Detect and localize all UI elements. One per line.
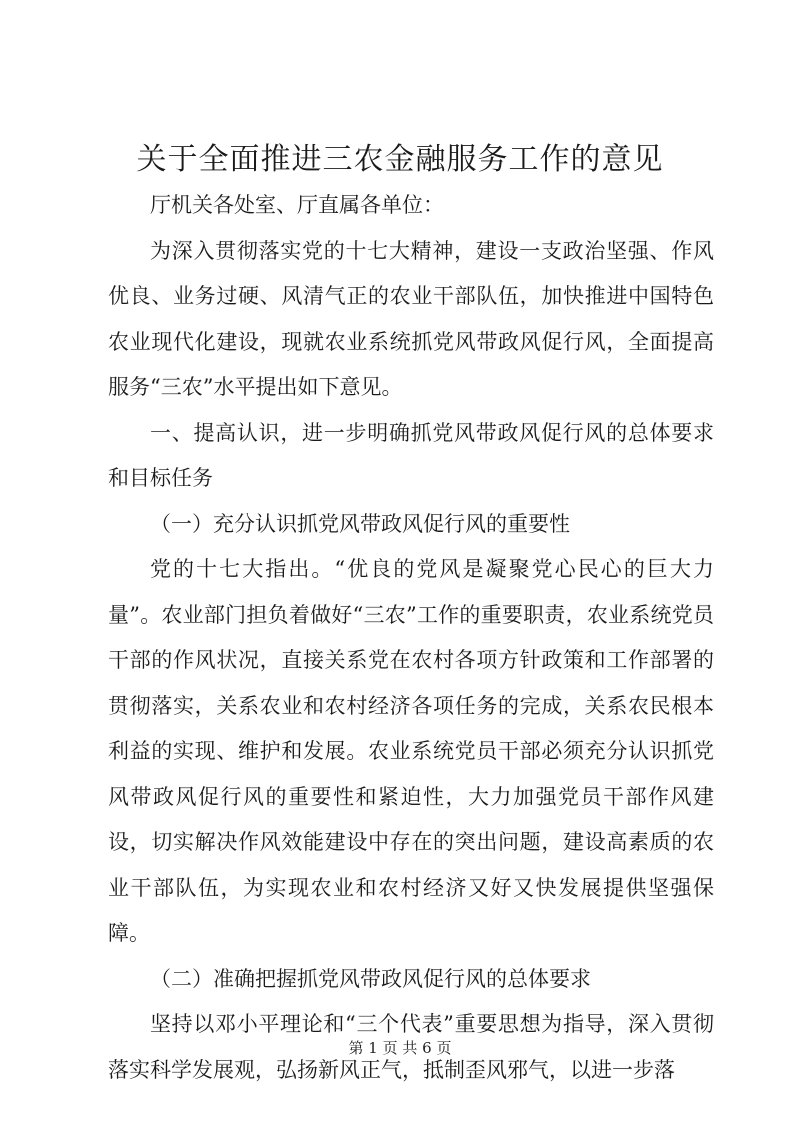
document-title: 关于全面推进三农金融服务工作的意见: [136, 142, 664, 177]
subsection-heading-2: （二）准确把握抓党风带政风促行风的总体要求: [150, 966, 591, 991]
document-body: [108, 183, 714, 1093]
salutation-paragraph: 厅机关各处室、厅直属各单位：: [150, 193, 444, 217]
section-heading-1: 一、提高认识，进一步明确抓党风带政风促行风的总体要求和目标任务: [108, 420, 714, 490]
intro-paragraph: 为深入贯彻落实党的十七大精神，建设一支政治坚强、作风优良、业务过硬、风清气正的农业干部队伍，加快推进中国特色农业现代化建设，现就农业系统抓党风带政风促行风，全面提高服务“三农”水平提出如下意见。: [108, 238, 714, 399]
page-number-footer: 第 1 页 共 6 页: [348, 1039, 452, 1057]
subsection-heading-1: （一）充分认识抓党风带政风促行风的重要性: [150, 511, 570, 536]
body-paragraph-1: 党的十七大指出。“优良的党风是凝聚党心民心的巨大力量”。农业部门担负着做好“三农”工作的重要职责，农业系统党员干部的作风状况，直接关系党在农村各项方针政策和工作部署的贯彻落实，关系农业和农村经济各项任务的完成，关系农民根本利益的实现、维护和发展。农业系统党员干部必须充分认识抓党风带政风促行风的重要性和紧迫性，大力加强党员干部作风建设，切实解决作风效能建设中存在的突出问题，建设高素质的农业干部队伍，为实现农业和农村经济又好又快发展提供坚强保障。: [108, 557, 714, 945]
body-paragraph-2: 坚持以邓小平理论和“三个代表”重要思想为指导，深入贯彻落实科学发展观，弘扬新风正气，抵制歪风邪气，以进一步落: [108, 1012, 714, 1082]
